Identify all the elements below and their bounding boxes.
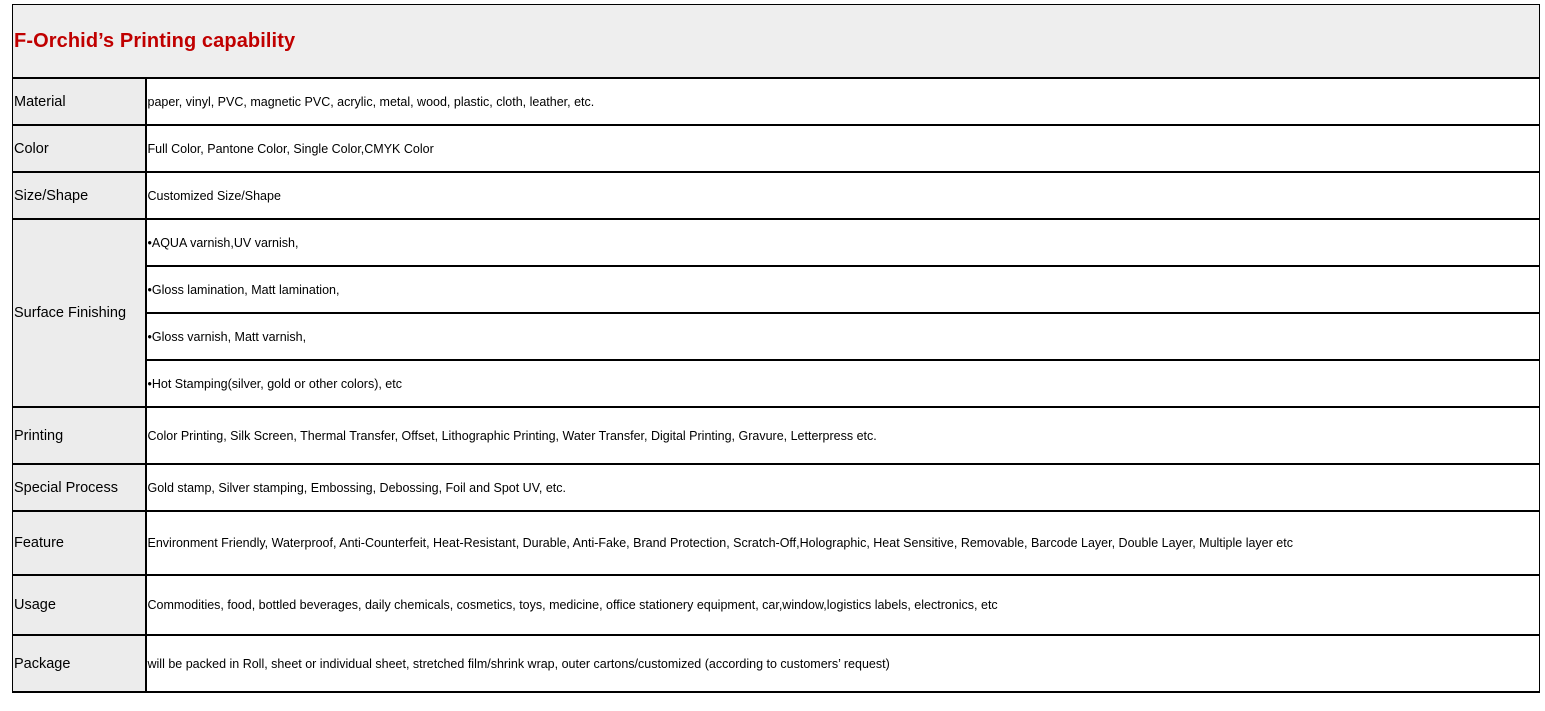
table-row <box>13 635 1540 692</box>
table-row <box>13 78 1540 125</box>
table-row <box>13 172 1540 219</box>
table-row <box>13 511 1540 575</box>
row-label: Package <box>13 635 146 692</box>
table-row <box>13 575 1540 635</box>
row-value: •Gloss varnish, Matt varnish, <box>146 313 1540 360</box>
row-label: Color <box>13 125 146 172</box>
table-row <box>13 266 1540 313</box>
table-row <box>13 360 1540 407</box>
title-row <box>13 5 1540 79</box>
title-cell <box>13 5 1540 79</box>
row-value: Customized Size/Shape <box>146 172 1540 219</box>
row-value: Commodities, food, bottled beverages, daily chemicals, cosmetics, toys, medicine, office stationery equipment, car,window,logistics labels, electronics, etc <box>146 575 1540 635</box>
row-value: Gold stamp, Silver stamping, Embossing, Debossing, Foil and Spot UV, etc. <box>146 464 1540 511</box>
row-value: will be packed in Roll, sheet or individual sheet, stretched film/shrink wrap, outer cartons/customized (according to customers’ request) <box>146 635 1540 692</box>
row-value: •Gloss lamination, Matt lamination, <box>146 266 1540 313</box>
row-value: Environment Friendly, Waterproof, Anti-Counterfeit, Heat-Resistant, Durable, Anti-Fake, Brand Protection, Scratch-Off,Holographic, Heat Sensitive, Removable, Barcode Layer, Double Layer, Multiple layer etc <box>146 511 1540 575</box>
row-label: Special Process <box>13 464 146 511</box>
table-row <box>13 407 1540 464</box>
row-label: Usage <box>13 575 146 635</box>
row-label: Surface Finishing <box>13 219 146 407</box>
row-value: Full Color, Pantone Color, Single Color,CMYK Color <box>146 125 1540 172</box>
row-value: Color Printing, Silk Screen, Thermal Transfer, Offset, Lithographic Printing, Water Transfer, Digital Printing, Gravure, Letterpress etc. <box>146 407 1540 464</box>
row-value: •AQUA varnish,UV varnish, <box>146 219 1540 266</box>
table-row <box>13 219 1540 266</box>
table-row <box>13 313 1540 360</box>
table-row <box>13 125 1540 172</box>
row-value: paper, vinyl, PVC, magnetic PVC, acrylic, metal, wood, plastic, cloth, leather, etc. <box>146 78 1540 125</box>
row-label: Material <box>13 78 146 125</box>
row-label: Size/Shape <box>13 172 146 219</box>
row-label: Feature <box>13 511 146 575</box>
row-label: Printing <box>13 407 146 464</box>
row-value: •Hot Stamping(silver, gold or other colors), etc <box>146 360 1540 407</box>
capability-table <box>12 4 1540 693</box>
page-title: F-Orchid’s Printing capability <box>14 29 296 52</box>
table-row <box>13 464 1540 511</box>
